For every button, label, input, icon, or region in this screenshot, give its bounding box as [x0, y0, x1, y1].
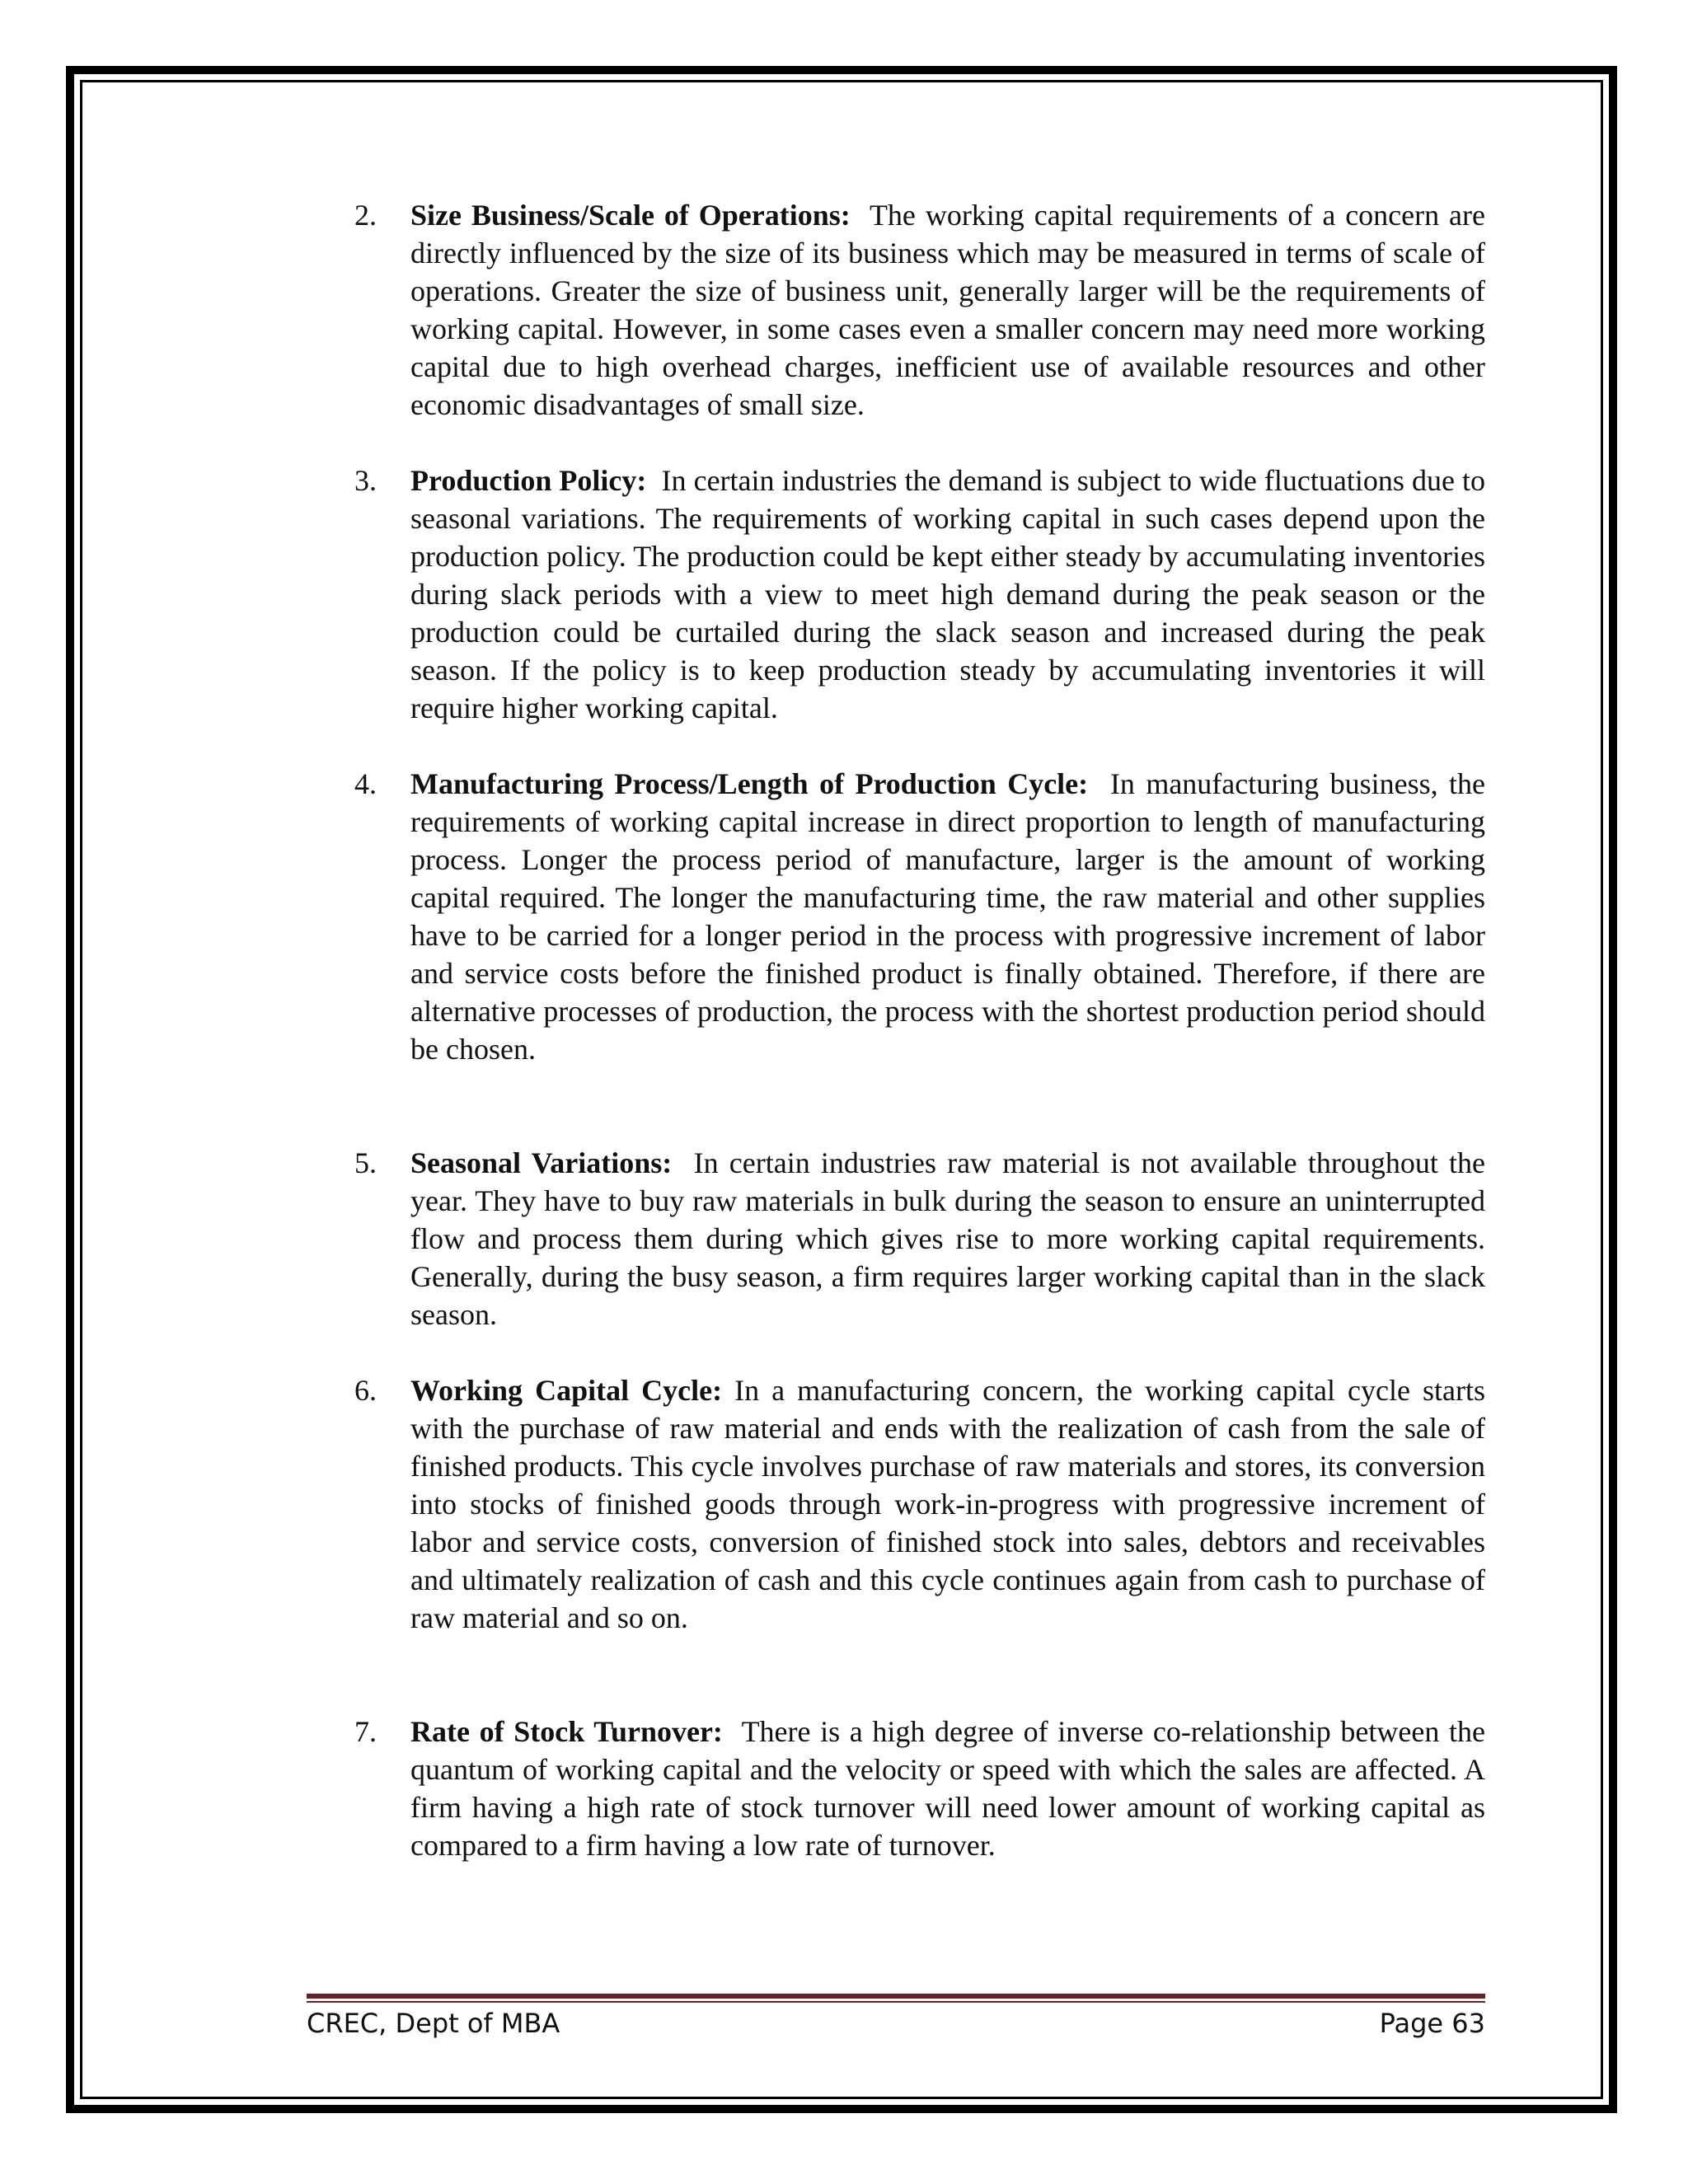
item-heading: Working Capital Cycle:	[410, 1374, 723, 1407]
item-heading: Size Business/Scale of Operations:	[410, 199, 851, 232]
item-number: 7.	[354, 1715, 377, 1748]
item-number: 2.	[354, 199, 377, 232]
item-text: There is a high degree of inverse co-relationship between the quantum of working capital and the velocity or speed with which the sales are affected. A firm having a high rate of stock turnover will need lower amount of working capital as compared to a firm having a low rate of turnover.	[410, 1715, 1485, 1862]
item-text: In manufacturing business, the requirements of working capital increase in direct proportion to length of manufacturing process. Longer the process period of manufacture, larger is the amount of working capital required. The longer the manufacturing time, the raw material and other supplies have to be carried for a longer period in the process with progressive increment of labor and service costs before the finished product is finally obtained. Therefore, if there are alternative processes of production, the process with the shortest production period should be chosen.	[410, 767, 1485, 1066]
item-number: 5.	[354, 1146, 377, 1179]
list-item	[354, 196, 1485, 424]
item-heading: Production Policy:	[410, 464, 647, 497]
item-heading: Manufacturing Process/Length of Production Cycle:	[410, 767, 1089, 800]
list-item	[354, 462, 1485, 727]
item-text: In a manufacturing concern, the working capital cycle starts with the purchase of raw material and ends with the realization of cash from the sale of finished products. This cycle involves purchase of raw materials and stores, its conversion into stocks of finished goods through work-in-progress with progressive increment of labor and service costs, conversion of finished stock into sales, debtors and receivables and ultimately realization of cash and this cycle continues again from cash to purchase of raw material and so on.	[410, 1374, 1485, 1634]
item-text: The working capital requirements of a concern are directly influenced by the size of its business which may be measured in terms of scale of operations. Greater the size of business unit, generally larger will be the requirements of working capital. However, in some cases even a smaller concern may need more working capital due to high overhead charges, inefficient use of available resources and other economic disadvantages of small size.	[410, 199, 1485, 421]
footer-divider-thin	[307, 2001, 1485, 2003]
footer-divider	[307, 1994, 1485, 1999]
item-text: In certain industries raw material is not available throughout the year. They have to buy raw materials in bulk during the season to ensure an uninterrupted flow and process them during which gives rise to more working capital requirements. Generally, during the busy season, a firm requires larger working capital than in the slack season.	[410, 1146, 1485, 1331]
item-heading: Rate of Stock Turnover:	[410, 1715, 723, 1748]
item-number: 3.	[354, 464, 377, 497]
list-item	[354, 1144, 1485, 1333]
footer-page-number: Page 63	[1379, 2008, 1485, 2039]
list-item	[354, 1371, 1485, 1637]
list-item	[354, 765, 1485, 1068]
footer-department: CREC, Dept of MBA	[307, 2008, 560, 2039]
item-number: 6.	[354, 1374, 377, 1407]
list-item	[354, 1713, 1485, 1864]
item-heading: Seasonal Variations:	[410, 1146, 673, 1179]
item-number: 4.	[354, 767, 377, 800]
item-text: In certain industries the demand is subject to wide fluctuations due to seasonal variations. The requirements of working capital in such cases depend upon the production policy. The production could be kept either steady by accumulating inventories during slack periods with a view to meet high demand during the peak season or the production could be curtailed during the slack season and increased during the peak season. If the policy is to keep production steady by accumulating inventories it will require higher working capital.	[410, 464, 1486, 724]
document-body	[354, 196, 1485, 1902]
